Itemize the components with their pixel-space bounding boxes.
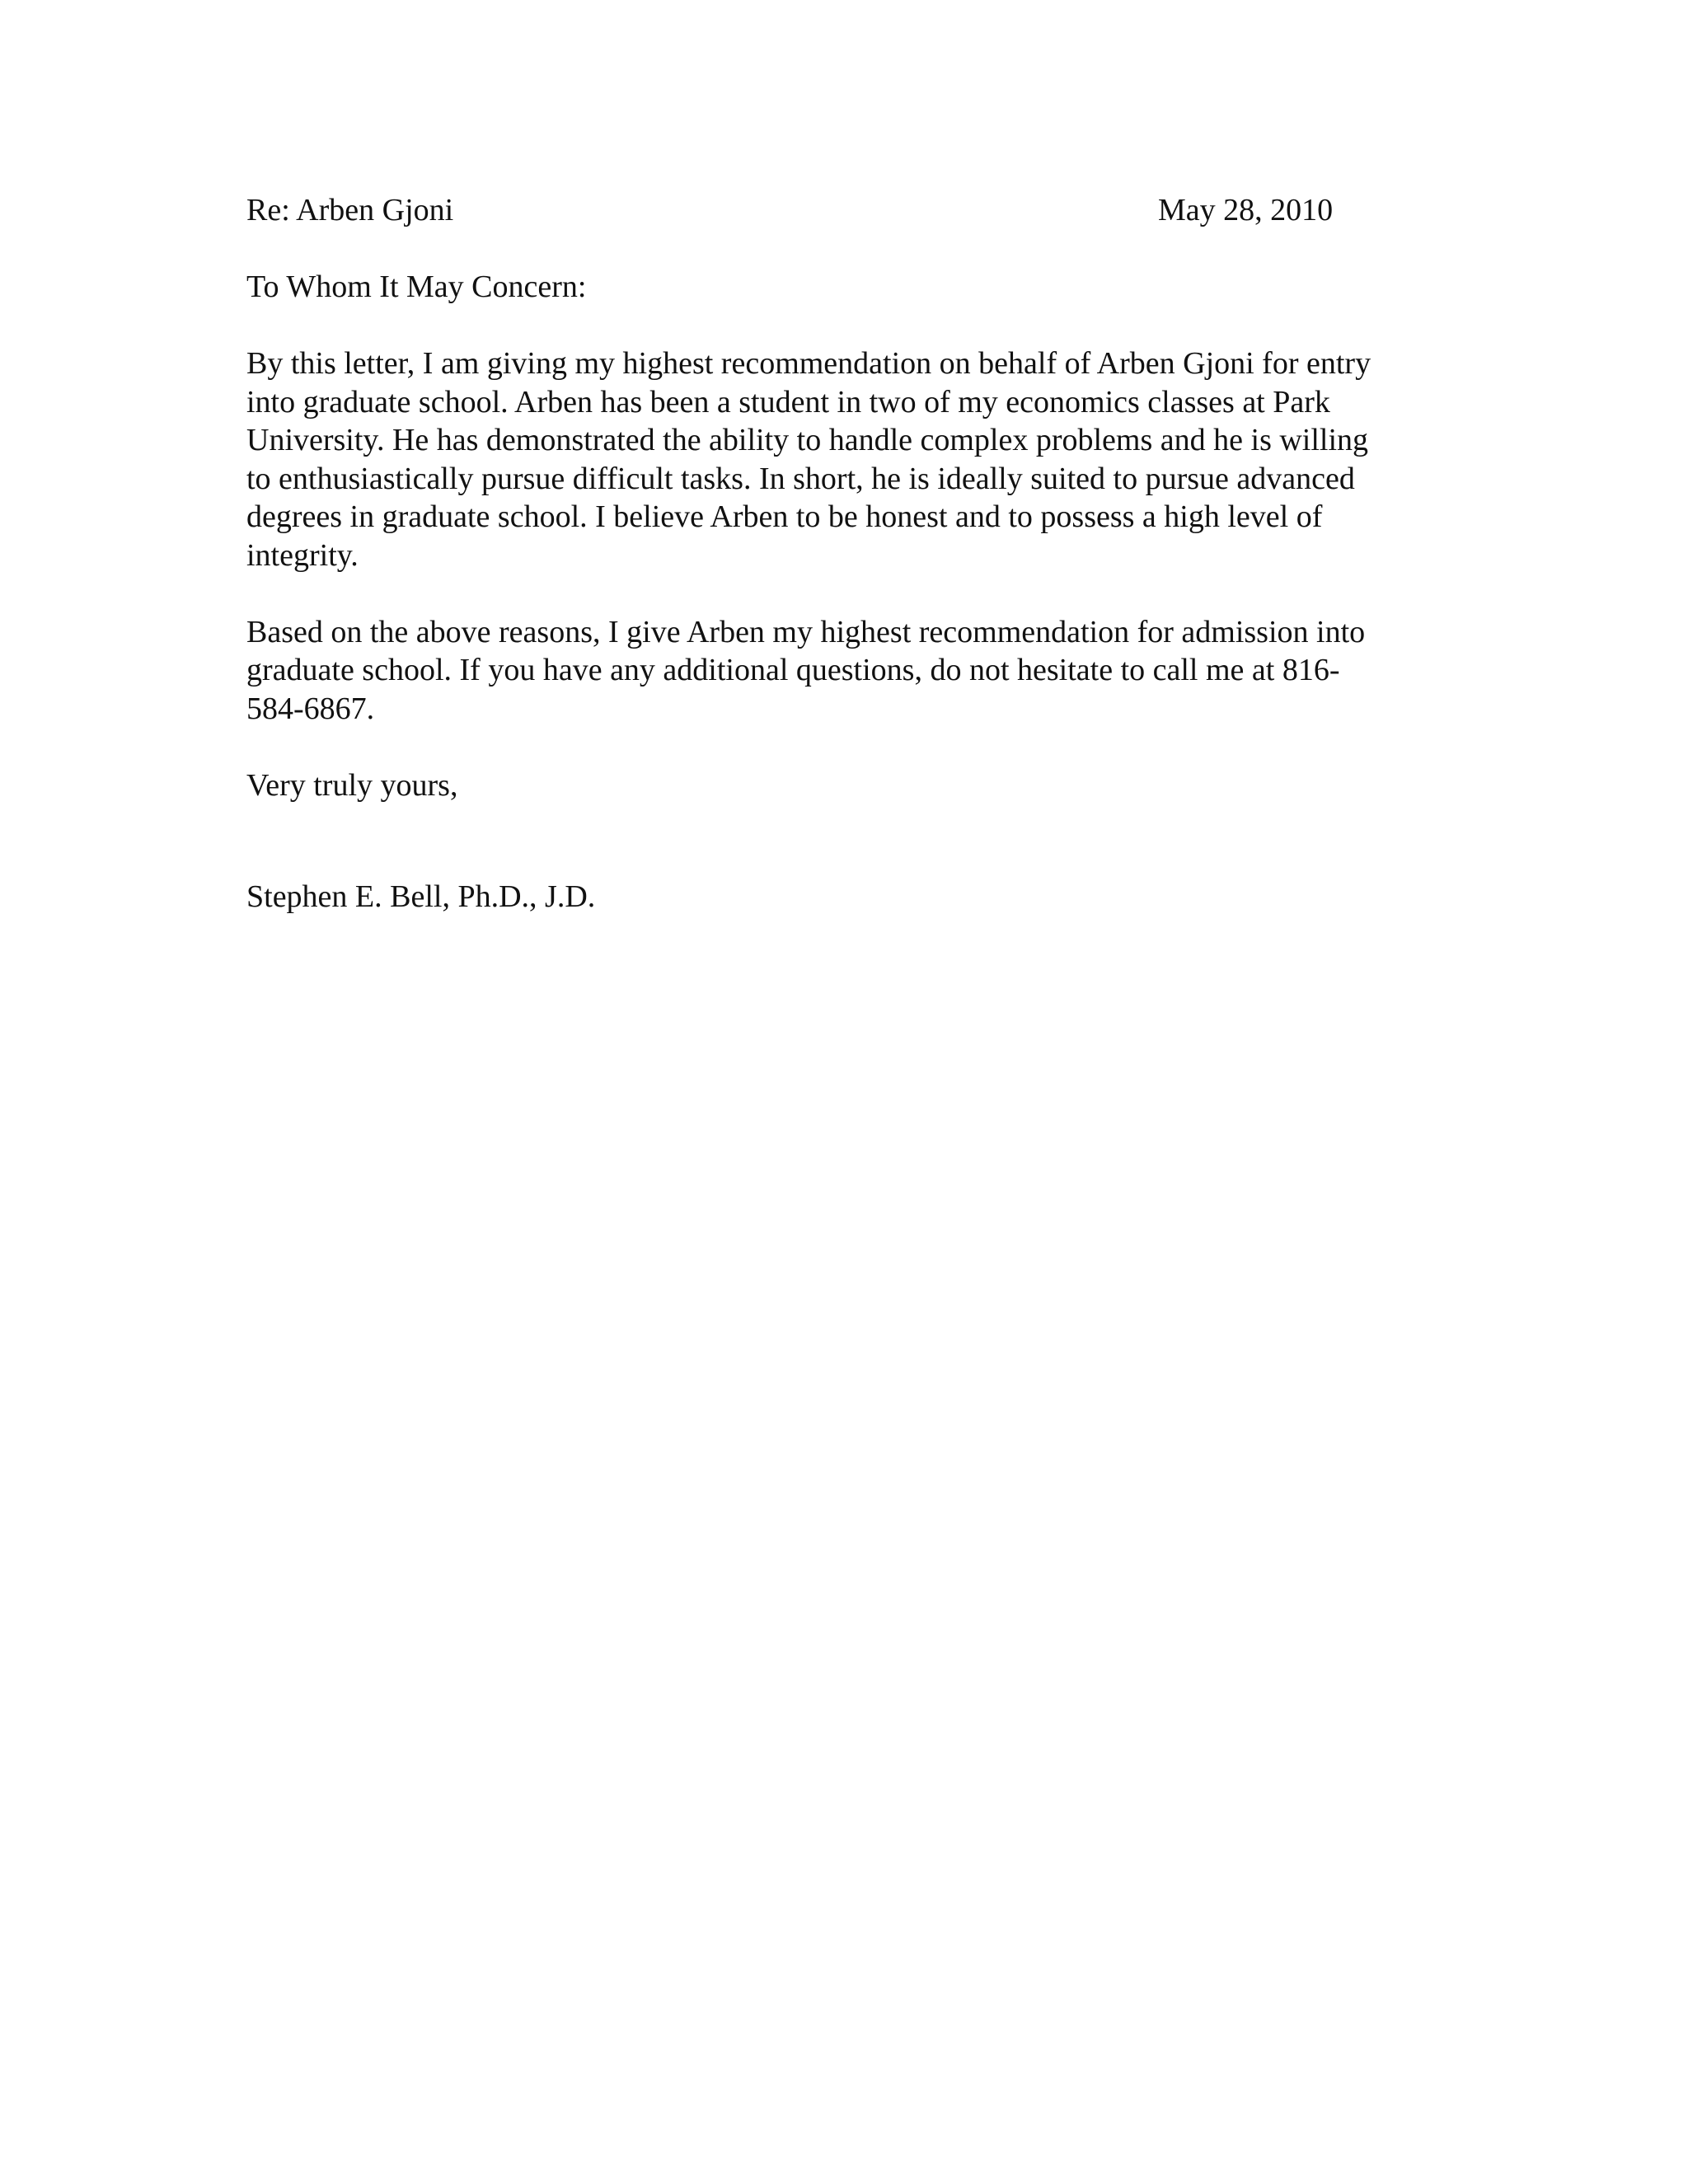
signature-name: Stephen E. Bell, Ph.D., J.D. <box>246 879 596 914</box>
salutation: To Whom It May Concern: <box>246 269 587 304</box>
paragraph-line: By this letter, I am giving my highest recommendation on behalf of Arben Gjoni for entry <box>246 346 1372 381</box>
paragraph-line: to enthusiastically pursue difficult tasks. In short, he is ideally suited to pursue advanced <box>246 461 1355 496</box>
paragraph-line: integrity. <box>246 537 359 573</box>
paragraph-line: into graduate school. Arben has been a student in two of my economics classes at Park <box>246 384 1330 419</box>
paragraph-2 <box>246 613 1433 729</box>
paragraph-line: degrees in graduate school. I believe Arben to be honest and to possess a high level of <box>246 499 1323 534</box>
paragraph-line: Based on the above reasons, I give Arben my highest recommendation for admission into <box>246 614 1366 649</box>
subject-line: Re: Arben Gjoni <box>246 193 454 227</box>
paragraph-line: graduate school. If you have any additional questions, do not hesitate to call me at 816- <box>246 653 1340 687</box>
letter-header <box>246 191 1433 230</box>
recommendation-letter <box>246 191 1433 916</box>
paragraph-line: 584-6867. <box>246 691 375 726</box>
paragraph-1 <box>246 344 1433 574</box>
letter-date: May 28, 2010 <box>1158 193 1334 227</box>
paragraph-line: University. He has demonstrated the ability to handle complex problems and he is willing <box>246 423 1369 457</box>
closing: Very truly yours, <box>246 767 458 803</box>
